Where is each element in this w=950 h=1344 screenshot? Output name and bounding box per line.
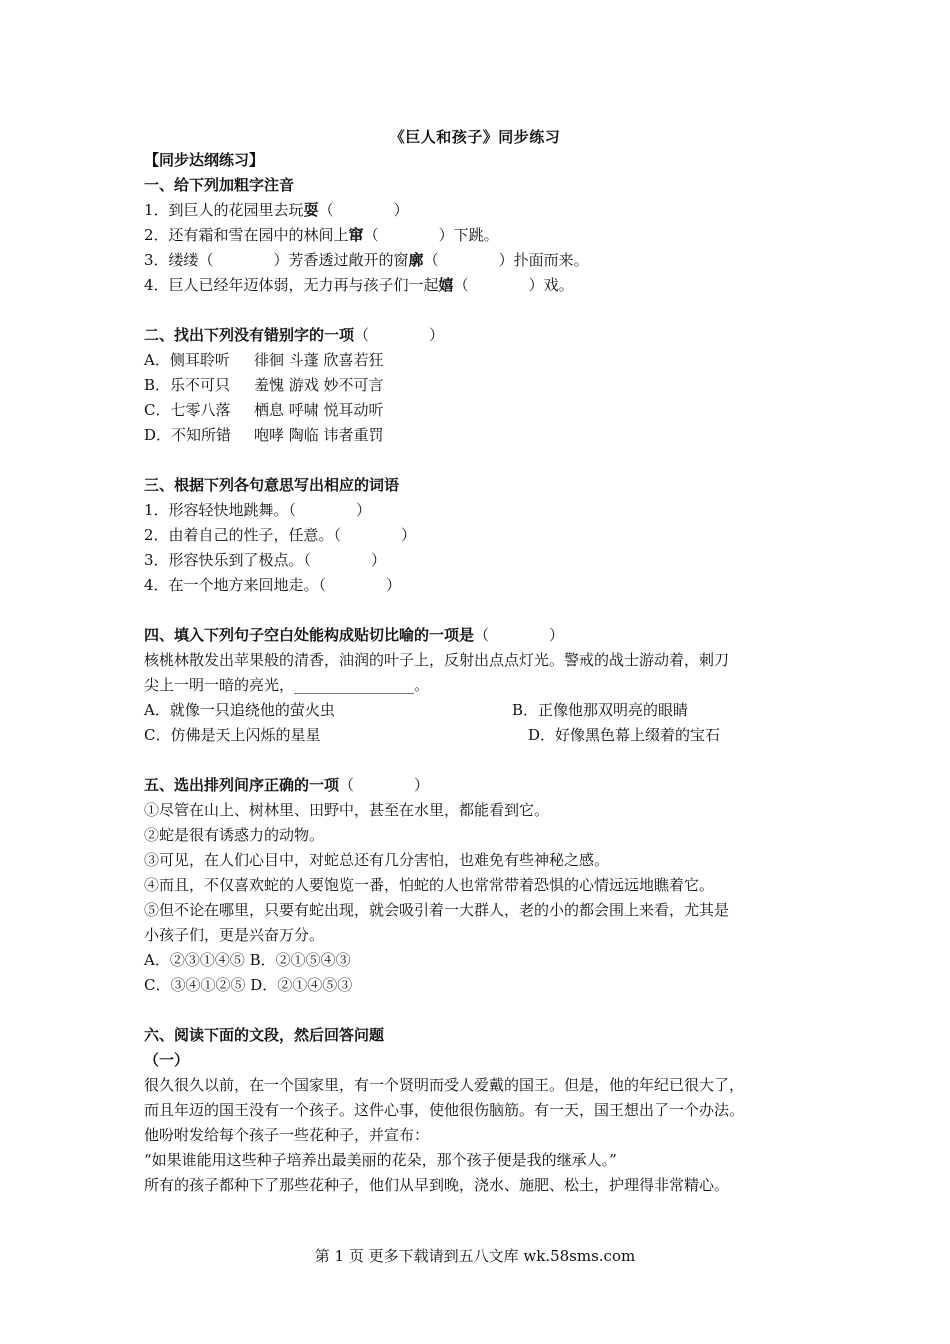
s4-text: 核桃林散发出苹果般的清香，油润的叶子上，反射出点点灯光。警戒的战士游动着，刺刀: [144, 651, 730, 669]
s3-item: 3．形容快乐到了极点。（ ）: [144, 551, 387, 569]
content: [144, 148, 814, 1198]
section-4-heading: 四、填入下列句子空白处能构成贴切比喻的一项是（ ）: [144, 626, 565, 644]
section-3-heading: 三、根据下列各句意思写出相应的词语: [144, 476, 400, 494]
s5-item: ⑤但不论在哪里，只要有蛇出现，就会吸引着一大群人，老的小的都会围上来看，尤其是: [144, 901, 730, 919]
s6-paragraph-line: 他吩咐发给每个孩子一些花种子，并宣布：: [144, 1126, 430, 1144]
s2-option: B．乐不可只 羞愧 游戏 妙不可言: [144, 376, 384, 394]
s3-item: 4．在一个地方来回地走。（ ）: [144, 576, 402, 594]
section-6-heading: 六、阅读下面的文段，然后回答问题: [144, 1026, 385, 1044]
s3-item: 2．由着自己的性子，任意。（ ）: [144, 526, 417, 544]
s2-option: C．七零八落 栖息 呼啸 悦耳动听: [144, 401, 384, 419]
s2-option: A．侧耳聆听 徘徊 斗蓬 欣喜若狂: [144, 351, 384, 369]
s6-paragraph-line: 很久很久以前，在一个国家里，有一个贤明而受人爱戴的国王。但是，他的年纪已很大了，: [144, 1076, 745, 1094]
page-title: 《巨人和孩子》同步练习: [389, 128, 561, 146]
bold-char: 嬉: [438, 276, 454, 294]
s4-text: 尖上一明一暗的亮光，________________。: [144, 676, 430, 694]
bold-char: 窜: [348, 226, 364, 244]
s5-item: ②蛇是很有诱惑力的动物。: [144, 826, 325, 844]
s6-paragraph-line: 而且年迈的国王没有一个孩子。这件心事，使他很伤脑筋。有一天，国王想出了一个办法。: [144, 1101, 745, 1119]
s6-paragraph-line: 所有的孩子都种下了那些花种子，他们从早到晚，浇水、施肥、松土，护理得非常精心。: [144, 1176, 730, 1194]
section-2-heading: 二、找出下列没有错别字的一项（ ）: [144, 326, 445, 344]
s5-options: C．③④①②⑤ D．②①④⑤③: [144, 976, 353, 994]
bold-char: 廓: [408, 251, 424, 269]
s1-item: 3．缕缕（ ）芳香透过敞开的窗廓（ ）扑面而来。: [144, 251, 589, 269]
s6-paragraph-line: “如果谁能用这些种子培养出最美丽的花朵，那个孩子便是我的继承人。”: [144, 1151, 617, 1169]
bold-char: 耍: [303, 201, 319, 219]
s5-item: ④而且，不仅喜欢蛇的人要饱览一番，怕蛇的人也常常带着恐惧的心情远远地瞧着它。: [144, 876, 715, 894]
s5-item: ①尽管在山上、树林里、田野中，甚至在水里，都能看到它。: [144, 801, 550, 819]
s5-options: A．②③①④⑤ B．②①⑤④③: [144, 951, 351, 969]
section-1-heading: 一、给下列加粗字注音: [144, 176, 295, 194]
s4-options-row: A．就像一只追绕他的萤火虫 B．正像他那双明亮的眼睛: [144, 701, 689, 719]
section-6-sub: （一）: [144, 1051, 190, 1069]
s1-item: 2．还有霜和雪在园中的林间上窜（ ）下跳。: [144, 226, 499, 244]
s3-item: 1．形容轻快地跳舞。（ ）: [144, 501, 372, 519]
section-5-heading: 五、选出排列间序正确的一项（ ）: [144, 776, 430, 794]
s4-options-row: C．仿佛是天上闪烁的星星 D．好像黑色幕上缀着的宝石: [144, 726, 721, 744]
s1-item: 4．巨人已经年迈体弱，无力再与孩子们一起嬉（ ）戏。: [144, 276, 574, 294]
s5-item: ③可见，在人们心目中，对蛇总还有几分害怕，也难免有些神秘之感。: [144, 851, 610, 869]
page-footer: 第 1 页 更多下载请到五八文库 wk.58sms.com: [314, 1247, 636, 1265]
s5-item: 小孩子们，更是兴奋万分。: [144, 926, 325, 944]
s1-item: 1．到巨人的花园里去玩耍（ ）: [144, 201, 409, 219]
bracket-heading: 【同步达纲练习】: [144, 151, 265, 169]
s2-option: D．不知所错 咆哮 陶临 讳者重罚: [144, 426, 384, 444]
